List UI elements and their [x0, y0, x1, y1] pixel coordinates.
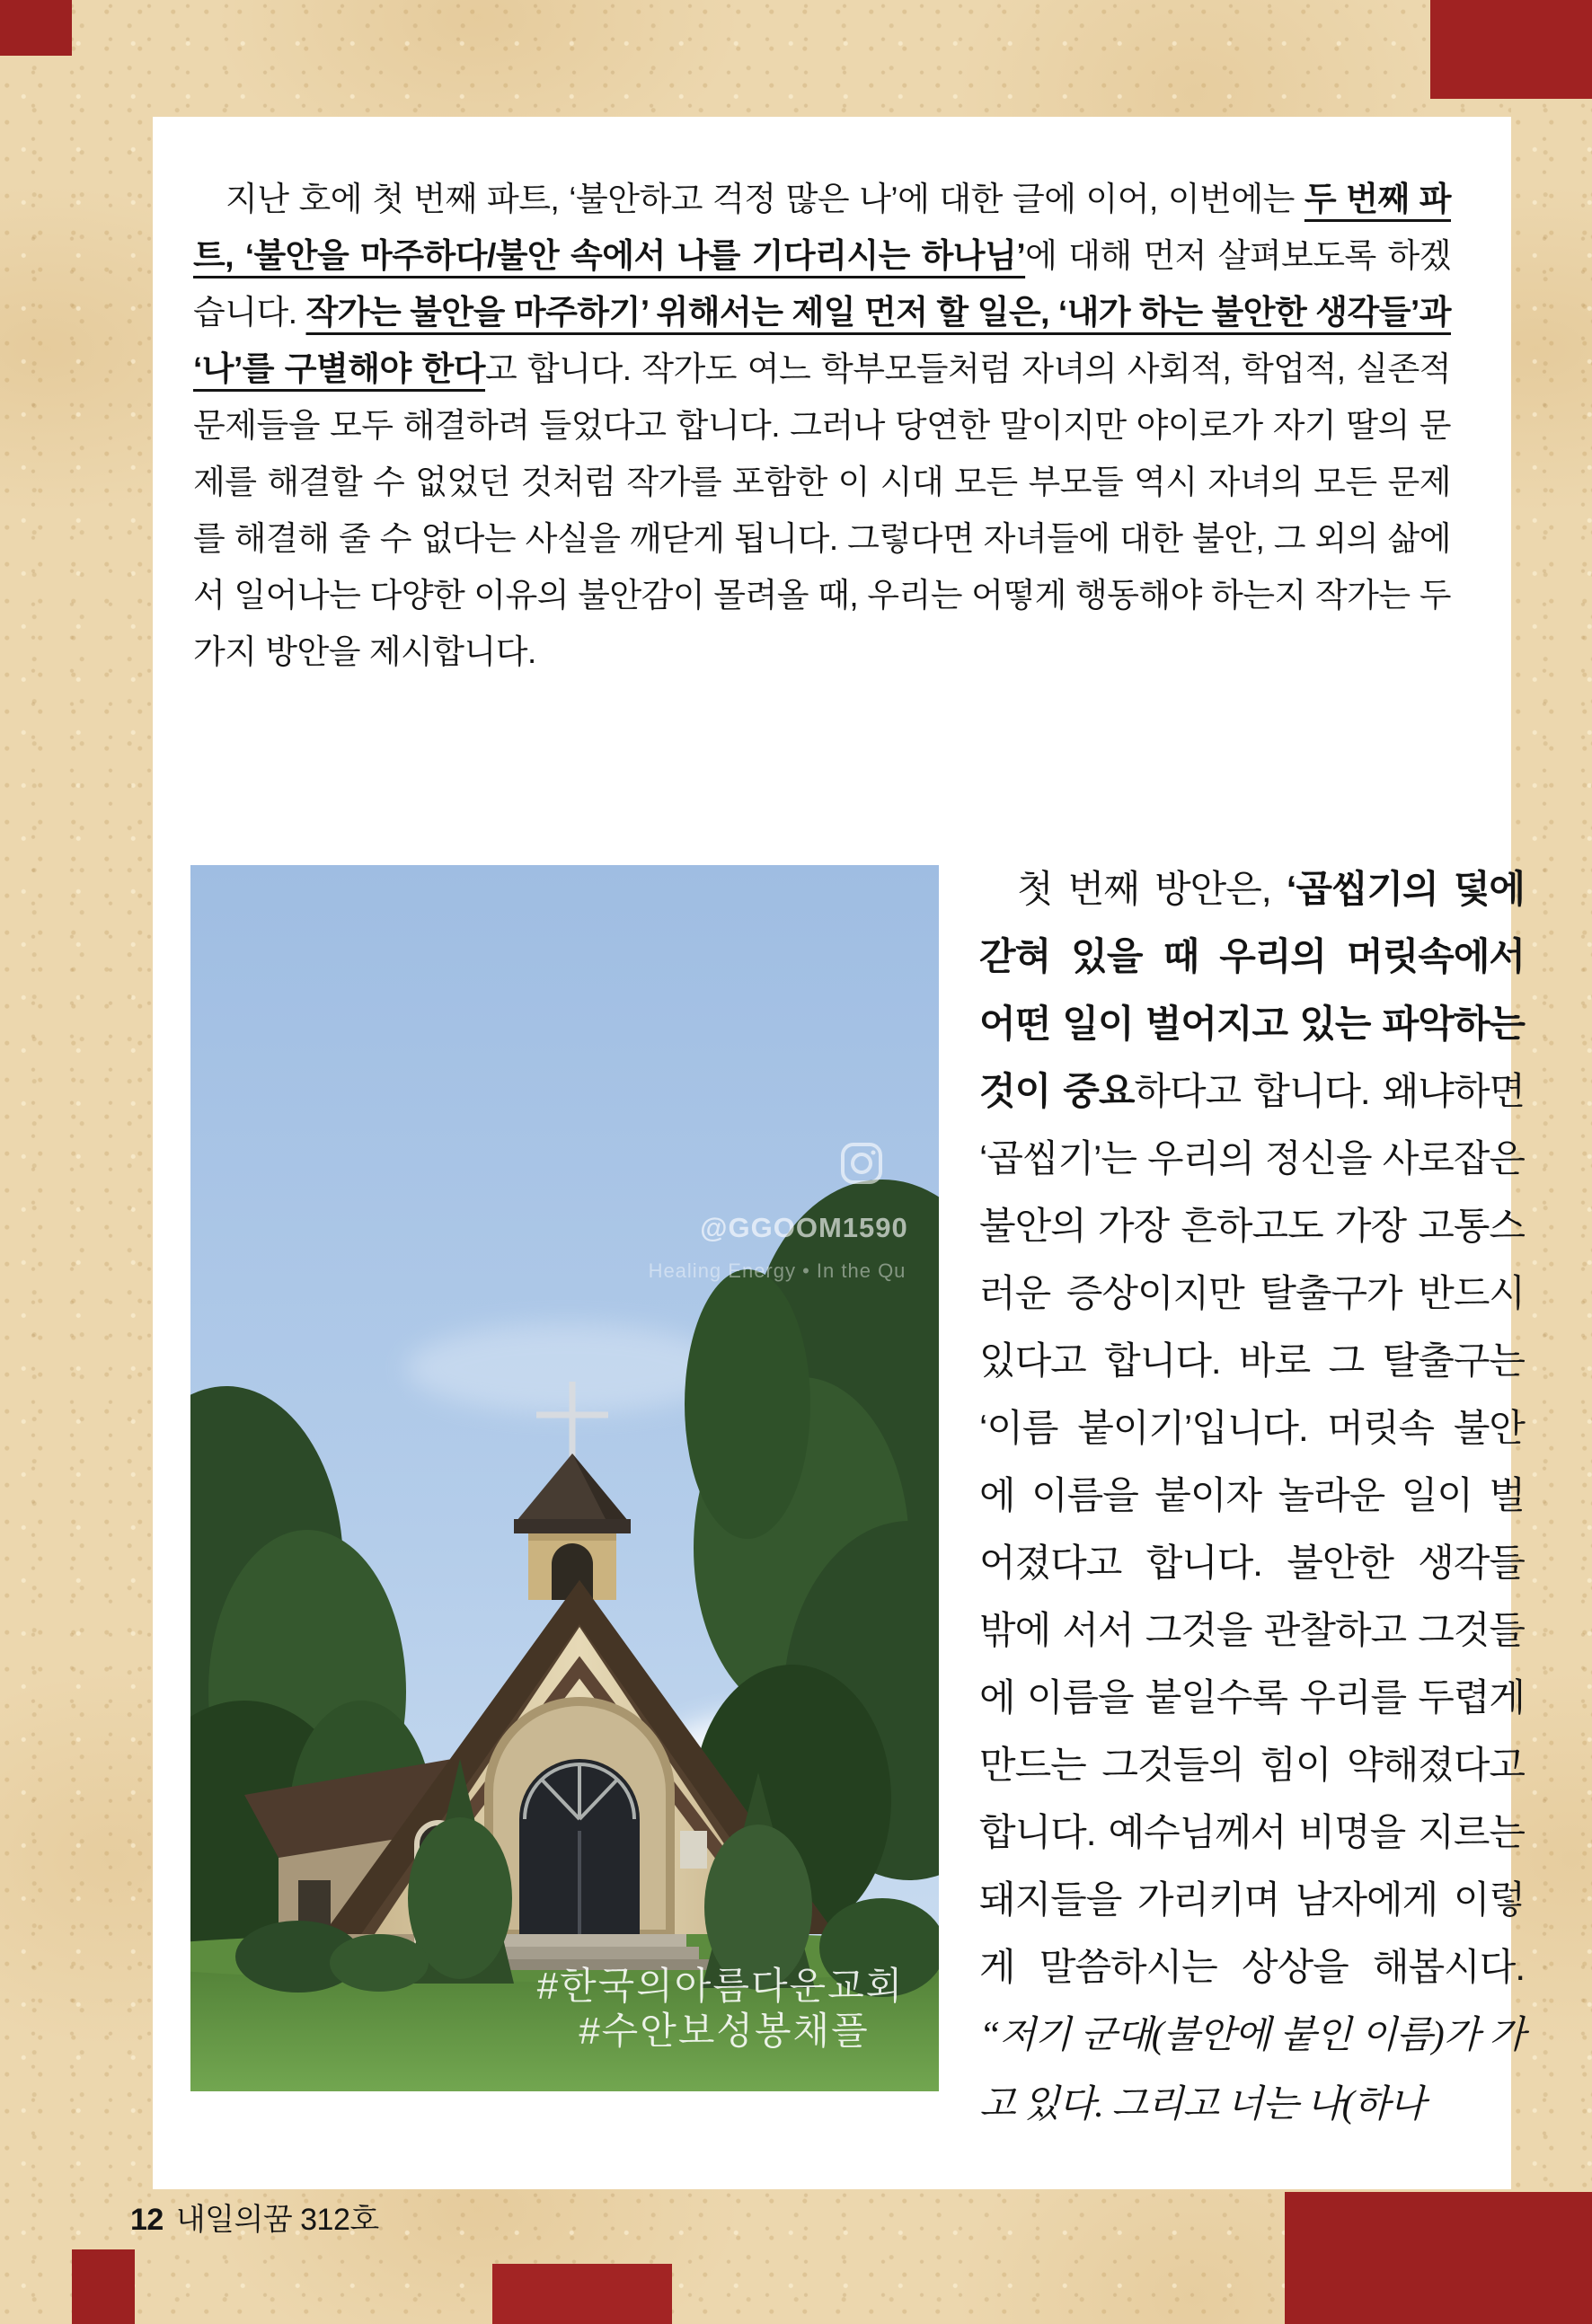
photo-hashtag-1: #한국의아름다운교회	[536, 1965, 905, 2007]
red-edge-accent-bottom-middle	[492, 2264, 672, 2324]
torn-paper-border-left	[0, 0, 153, 2324]
watermark-subtitle: Healing Energy • In the Qu	[648, 1259, 907, 1282]
text-segment: ‘곱씹기의 덫에 갇혀 있을 때 우리의 머릿속에서 어떤 일이 벌어지고 있는 파악하는 것이 중요	[979, 868, 1526, 1112]
text-segment: 첫 번째 방안은,	[1017, 868, 1287, 910]
text-segment: “저기 군대(불안에 붙인 이름)가 가고 있다. 그리고 너는 나(하나	[979, 2015, 1525, 2125]
text-segment: 하다고 합니다. 왜냐하면 ‘곱씹기’는 우리의 정신을 사로잡은 불안의 가장 흔하고도 가장 고통스러운 증상이지만 탈출구가 반드시 있다고 합니다. 바로 그 탈출구는 ‘이름 붙이기’입니다. 머릿속 불안에 이름을 붙이자 놀라운 일이 벌어졌다고 합니다. 불안한 생각들 밖에 서서 그것을 관찰하고 그것들에 이름을 붙일수록 우리를 두렵게 만드는 그것들의 힘이 약해졌다고 합니다. 예수님께서 비명을 지르는 돼지들을 가리키며 남자에게 이렇게 말씀하시는 상상을 해봅시다.	[979, 1070, 1525, 1988]
article-paragraph-column	[979, 855, 1525, 2139]
text-segment: 지난 호에 첫 번째 파트, ‘불안하고 걱정 많은 나’에 대한 글에 이어, 이번에는	[226, 181, 1305, 217]
red-edge-accent-bottom-left	[72, 2249, 135, 2324]
red-corner-accent-top-left	[0, 0, 72, 56]
text-segment: 작가는 불안을 마주하기’ 위해서는 제일 먼저 할 일은, ‘내가 하는 불안한 생각들’과 ‘나’를 구별해야 한다	[193, 294, 1451, 387]
red-corner-accent-top-right	[1430, 0, 1592, 99]
page-number: 12	[130, 2203, 164, 2237]
text-segment: 고 합니다. 작가도 여느 학부모들처럼 자녀의 사회적, 학업적, 실존적 문제들을 모두 해결하려 들었다고 합니다. 그러나 당연한 말이지만 야이로가 자기 딸의 문제를 해결할 수 없었던 것처럼 작가를 포함한 이 시대 모든 부모들 역시 자녀의 모든 문제를 해결해 줄 수 없다는 사실을 깨닫게 됩니다. 그렇다면 자녀들에 대한 불안, 그 외의 삶에서 일어나는 다양한 이유의 불안감이 몰려올 때, 우리는 어떻게 행동해야 하는지 작가는 두 가지 방안을 제시합니다.	[193, 350, 1451, 670]
door-plaque	[680, 1831, 707, 1869]
issue-label: 내일의꿈 312호	[175, 2203, 379, 2237]
watermark-handle: @GGOOM1590	[700, 1212, 908, 1243]
page-footer	[130, 2195, 379, 2239]
torn-paper-border-top	[0, 0, 1592, 117]
article-paragraph-intro	[193, 171, 1451, 680]
text-segment: 에 대해 먼저 살펴보도록 하겠습니다.	[193, 237, 1451, 331]
red-corner-accent-bottom-right	[1285, 2192, 1592, 2324]
church-photo	[190, 865, 939, 2091]
text-segment: 두 번째 파트, ‘불안을 마주하다/불안 속에서 나를 기다리시는 하나님’	[193, 181, 1452, 274]
cloud	[406, 1323, 730, 1413]
photo-hashtag-2: #수안보성봉채플	[579, 2010, 870, 2052]
